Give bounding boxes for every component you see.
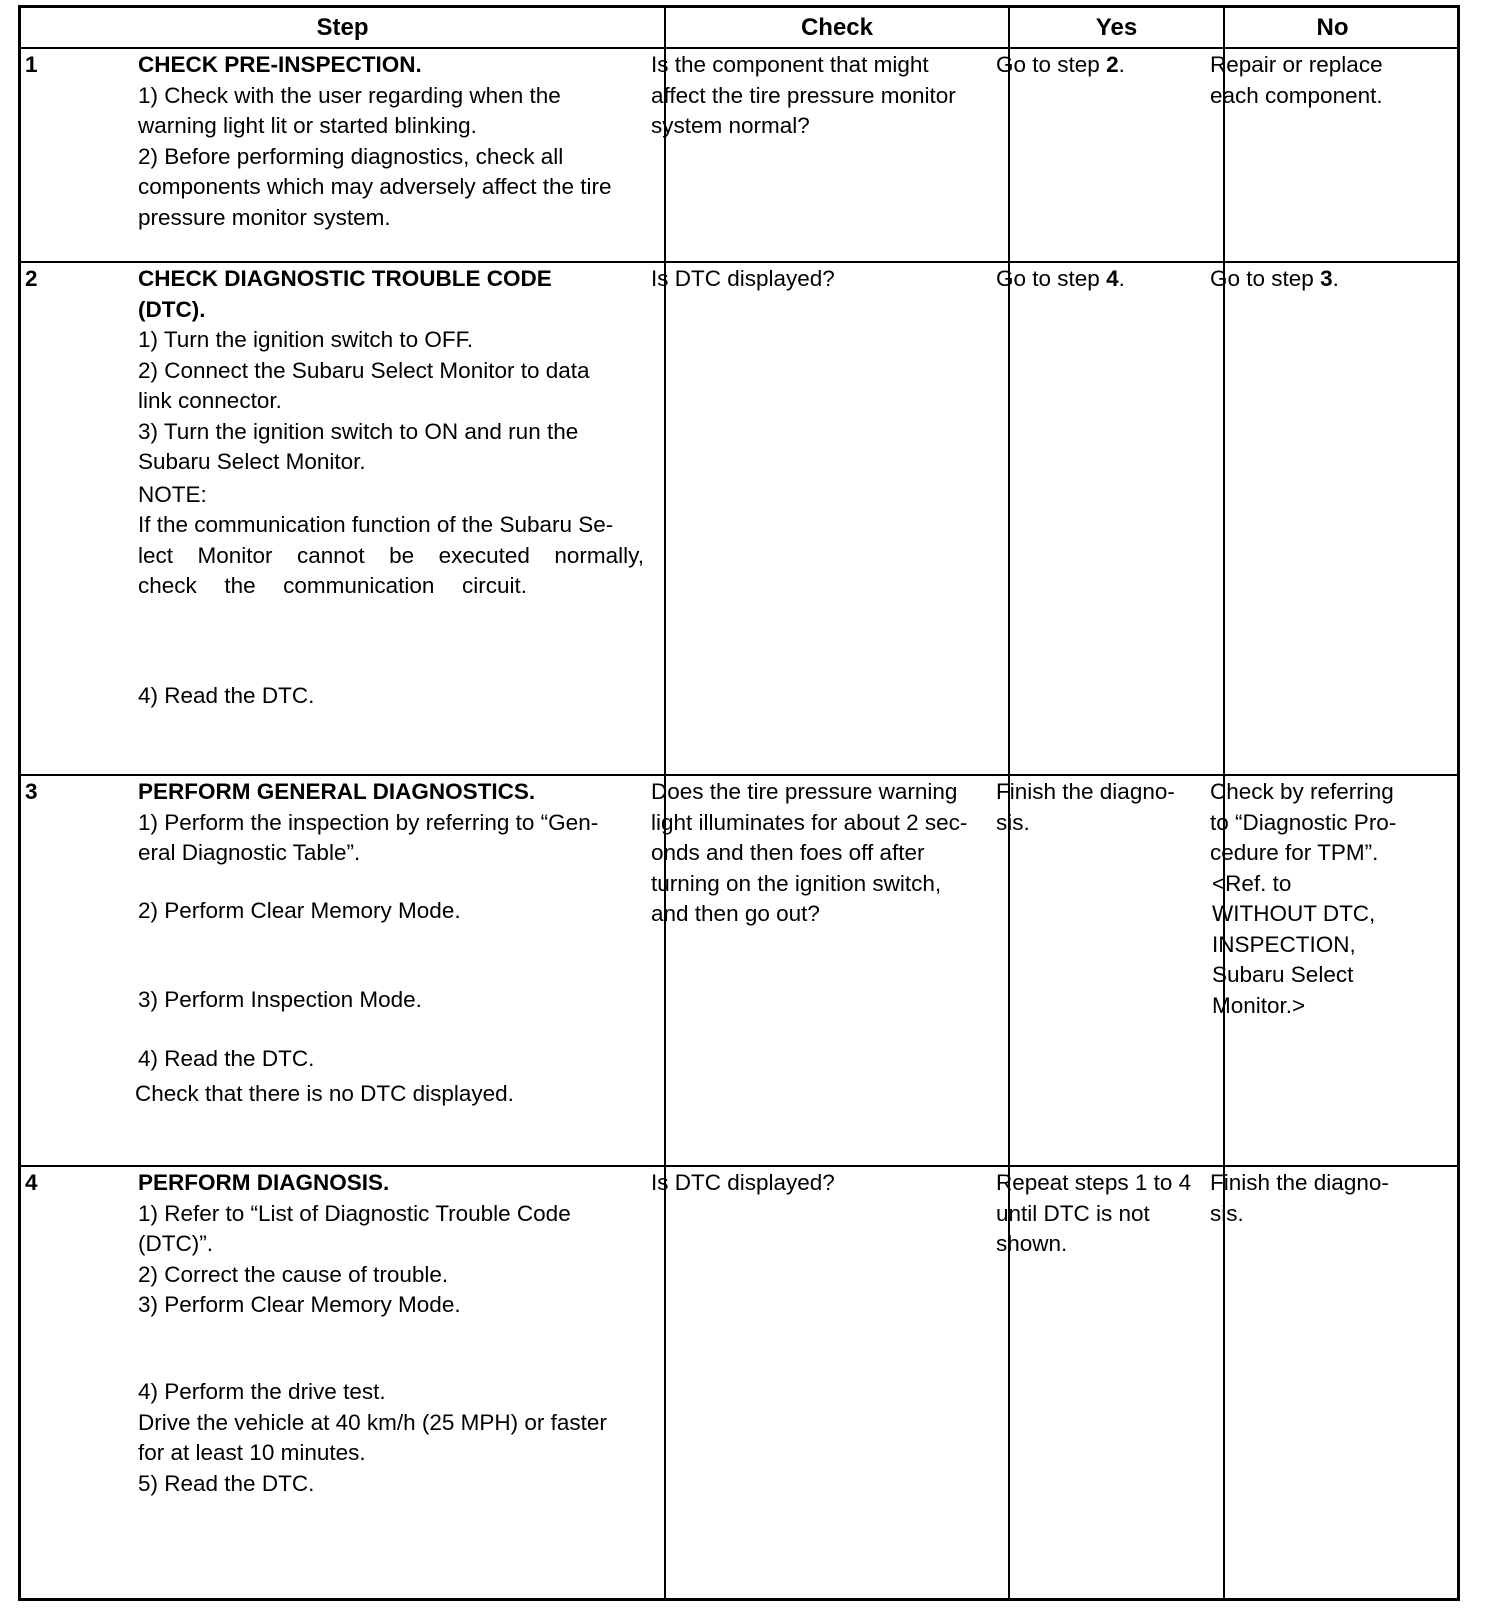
- header-step: Step: [316, 14, 369, 41]
- step-line: for at least 10 minutes.: [138, 1440, 366, 1465]
- step-line: Check that there is no DTC displayed.: [135, 1081, 514, 1106]
- step-line: 3) Perform Clear Memory Mode.: [138, 1292, 461, 1317]
- step-title: PERFORM DIAGNOSIS.: [138, 1170, 390, 1195]
- row-divider: [21, 774, 1457, 776]
- step-line: 1) Check with the user regarding when the: [138, 82, 561, 108]
- check-line: light illuminates for about 2 sec-: [651, 809, 968, 835]
- step-line: warning light lit or started blinking.: [138, 113, 477, 138]
- step-line: Subaru Select Monitor.: [138, 449, 366, 474]
- note-line: [138, 541, 644, 572]
- note-word: lect: [138, 542, 174, 568]
- step-3-yes: [996, 777, 1175, 838]
- step-line: 3) Perform Inspection Mode.: [138, 987, 422, 1012]
- step-1-content: [138, 50, 612, 233]
- yes-text: Go to step: [996, 52, 1107, 77]
- check-line: turning on the ignition switch,: [651, 870, 942, 896]
- step-reference: 3: [1320, 266, 1333, 291]
- note-word: Monitor: [197, 542, 273, 568]
- step-2-check: Is DTC displayed?: [651, 266, 835, 291]
- header-check: Check: [800, 14, 874, 41]
- step-number: 3: [25, 779, 38, 804]
- no-line: to “Diagnostic Pro-: [1210, 809, 1397, 835]
- no-line: sis.: [1210, 1200, 1244, 1226]
- check-line: affect the tire pressure monitor: [651, 82, 956, 108]
- note-word: cannot: [297, 542, 365, 568]
- note-word: the: [224, 573, 256, 598]
- check-line: onds and then foes off after: [651, 840, 925, 865]
- no-line: Subaru Select: [1212, 962, 1354, 987]
- no-line: INSPECTION,: [1212, 931, 1356, 957]
- step-line: components which may adversely affect the tire: [138, 174, 612, 199]
- check-line: Is the component that might: [651, 52, 929, 77]
- yes-line: Repeat steps 1 to 4: [996, 1170, 1192, 1195]
- note-word: be: [389, 542, 415, 568]
- step-4-check: Is DTC displayed?: [651, 1170, 835, 1195]
- step-3-no: [1210, 777, 1396, 1021]
- check-line: system normal?: [651, 113, 810, 138]
- note-line: [138, 571, 527, 602]
- step-3-content: [138, 777, 598, 869]
- yes-line: until DTC is not: [996, 1200, 1150, 1226]
- step-line: link connector.: [138, 388, 282, 413]
- step-title: CHECK DIAGNOSTIC TROUBLE CODE: [138, 266, 552, 291]
- yes-text: .: [1118, 52, 1125, 77]
- note-word: check: [138, 573, 197, 598]
- row-divider: [21, 261, 1457, 263]
- step-title: CHECK PRE-INSPECTION.: [138, 52, 422, 77]
- step-4-content: [138, 1168, 571, 1321]
- no-text: .: [1332, 266, 1339, 291]
- step-4-no: [1210, 1168, 1389, 1229]
- step-line: (DTC)”.: [138, 1231, 213, 1256]
- no-line: Repair or replace: [1210, 52, 1383, 77]
- no-line: Monitor.>: [1212, 992, 1306, 1018]
- step-title: PERFORM GENERAL DIAGNOSTICS.: [138, 779, 536, 804]
- step-number: 2: [25, 266, 38, 291]
- step-line: eral Diagnostic Table”.: [138, 840, 361, 865]
- step-4-yes: [996, 1168, 1191, 1260]
- step-line: 1) Perform the inspection by referring to “Gen-: [138, 809, 599, 835]
- row-divider: [21, 1165, 1457, 1167]
- diagnostic-procedure-table: [18, 5, 1460, 1601]
- step-3-check: [651, 777, 967, 930]
- step-line: 2) Correct the cause of trouble.: [138, 1261, 449, 1287]
- no-line: Check by referring: [1210, 779, 1394, 804]
- note-word: normally,: [554, 542, 644, 568]
- step-line: 2) Connect the Subaru Select Monitor to data: [138, 357, 590, 383]
- yes-line: shown.: [996, 1231, 1068, 1256]
- no-line: cedure for TPM”.: [1210, 840, 1379, 865]
- no-line: Finish the diagno-: [1210, 1170, 1389, 1195]
- step-line: 4) Read the DTC.: [138, 1046, 315, 1071]
- yes-line: sis.: [996, 809, 1030, 835]
- no-text: Go to step: [1210, 266, 1321, 291]
- step-reference: 2: [1106, 52, 1119, 77]
- step-4-content-continued: [138, 1377, 607, 1499]
- step-line: pressure monitor system.: [138, 204, 391, 230]
- step-number: 1: [25, 52, 38, 77]
- check-line: Does the tire pressure warning: [651, 779, 958, 804]
- step-1-check: [651, 50, 956, 142]
- step-line: 1) Turn the ignition switch to OFF.: [138, 327, 474, 352]
- step-2-content: [138, 264, 644, 602]
- header-yes: Yes: [1095, 14, 1138, 41]
- header-no: No: [1316, 14, 1349, 41]
- step-1-no: [1210, 50, 1383, 111]
- no-line: WITHOUT DTC,: [1212, 901, 1376, 926]
- note-line: If the communication function of the Subaru Se-: [138, 512, 614, 537]
- row-divider: [21, 47, 1457, 49]
- no-line: each component.: [1210, 82, 1383, 108]
- step-line: 1) Refer to “List of Diagnostic Trouble Code: [138, 1200, 571, 1226]
- step-2-yes: [996, 264, 1125, 295]
- step-line: 4) Perform the drive test.: [138, 1379, 386, 1404]
- step-line: 2) Before performing diagnostics, check all: [138, 143, 564, 169]
- note-word: circuit.: [461, 573, 527, 598]
- note-label: NOTE:: [138, 481, 207, 507]
- step-line: 4) Read the DTC.: [138, 683, 315, 708]
- note-word: executed: [438, 542, 530, 568]
- step-number: 4: [25, 1170, 38, 1195]
- yes-text: Go to step: [996, 266, 1107, 291]
- yes-line: Finish the diagno-: [996, 779, 1175, 804]
- note-word: communication: [283, 573, 435, 598]
- check-line: and then go out?: [651, 901, 820, 926]
- step-line: Drive the vehicle at 40 km/h (25 MPH) or faster: [138, 1409, 607, 1435]
- step-line: 3) Turn the ignition switch to ON and run the: [138, 418, 579, 444]
- step-line: 5) Read the DTC.: [138, 1470, 315, 1496]
- step-line: 2) Perform Clear Memory Mode.: [138, 898, 461, 923]
- step-2-no: [1210, 264, 1339, 295]
- step-1-yes: [996, 50, 1125, 81]
- no-line: <Ref. to: [1212, 870, 1292, 896]
- step-reference: 4: [1106, 266, 1119, 291]
- yes-text: .: [1118, 266, 1125, 291]
- step-title: (DTC).: [138, 296, 206, 322]
